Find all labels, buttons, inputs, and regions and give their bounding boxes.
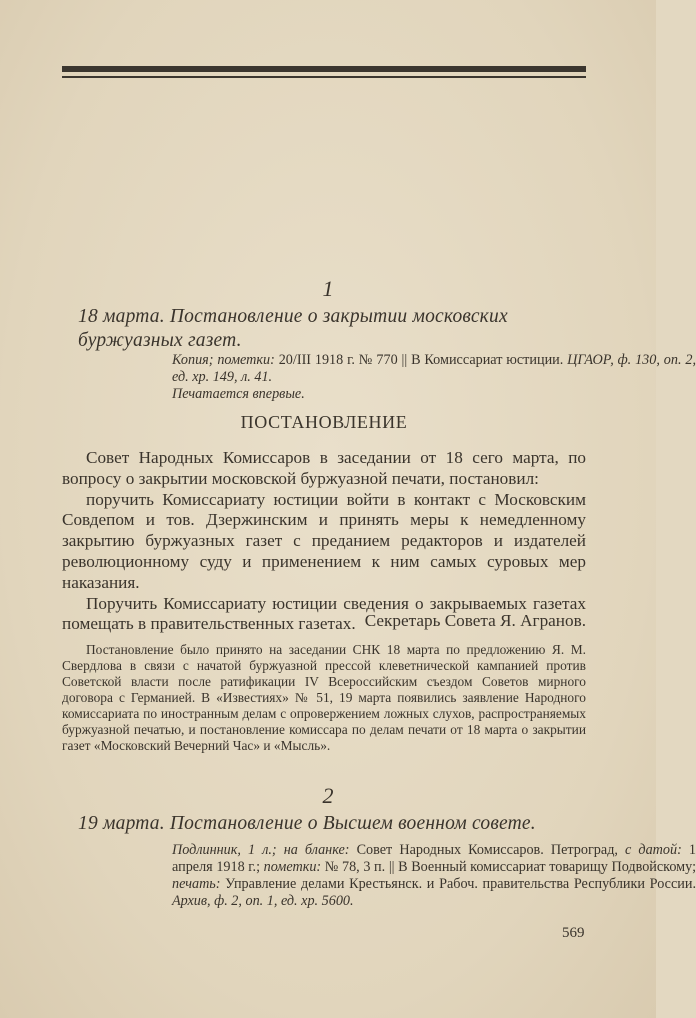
doc1-paragraph-2: поручить Комиссариату юстиции войти в контакт с Московским Совдепом и тов. Дзержинским и принять меры к немедленному закрытию буржуазных газет с преданием редакторов и издателей революционному суду и применением к ним самых суровых мер наказания.: [62, 489, 586, 592]
doc1-archive: ЦГАОР, ф. 130, оп. 2, ед. хр. 149, л. 41.: [172, 352, 696, 385]
doc2-marks-text: № 78, 3 п. || В Военный комиссариат товарищу Подвойскому;: [321, 859, 696, 875]
doc2-seal-text: Управление делами Крестьянск. и Рабоч. правительства Республики России.: [220, 876, 696, 892]
doc1-copy-label: Копия; пометки:: [172, 352, 275, 368]
doc1-paragraph-1: Совет Народных Комиссаров в заседании от 18 сего марта, по вопросу о закрытии московской буржуазной печати, постановил:: [62, 448, 586, 488]
doc1-signature: Секретарь Совета Я. Агранов.: [364, 611, 586, 630]
doc1-source-note: [62, 352, 696, 403]
doc1-body: [62, 448, 586, 635]
doc1-paragraph-3: Поручить Комиссариату юстиции сведения о закрываемых газетах помещать в правительственных газетах.: [62, 593, 586, 634]
doc1-note: Постановление было принято на заседании СНК 18 марта по предложению Я. М. Свердлова в связи с начатой буржуазной прессой клеветнической кампанией против Советской власти после ратификации IV Всероссийским съездом Советов мирного договора с Германией. В «Известиях» № 51, 19 марта появились заявление Народного комиссариата по иностранным делам с опровержением ложных слухов, распространяемых буржуазной печатью, и постановление комиссара по делам печати от 18 марта о закрытии газет «Московский Вечерний Час» и «Мысль».: [62, 642, 586, 753]
doc2-archive: Архив, ф. 2, оп. 1, ед. хр. 5600.: [172, 893, 354, 909]
doc2-date-text: 1 апреля 1918 г.;: [172, 842, 696, 875]
doc2-source-note: [62, 842, 696, 910]
doc2-marks-label: пометки:: [260, 859, 322, 875]
doc1-printed: Печатается впервые.: [172, 386, 305, 402]
doc2-date-label: с датой:: [617, 842, 682, 858]
doc2-orig-label: Подлинник, 1 л.; на бланке:: [172, 842, 350, 858]
page-number: 569: [562, 925, 585, 941]
doc2-orig-text: Совет Народных Комиссаров. Петроград,: [349, 842, 618, 858]
doc1-number: 1: [322, 276, 334, 301]
doc1-heading: 18 марта. Постановление о закрытии московских буржуазных газет.: [78, 306, 508, 351]
header-rule-thin: [62, 76, 586, 78]
doc1-commentary: [62, 642, 586, 754]
doc2-heading: 19 марта. Постановление о Высшем военном совете.: [78, 813, 536, 834]
doc1-title: ПОСТАНОВЛЕНИЕ: [240, 412, 408, 432]
header-rule-thick: [62, 66, 586, 72]
doc2-number: 2: [322, 783, 334, 808]
doc2-seal-label: печать:: [172, 876, 221, 892]
doc1-copy-text: 20/III 1918 г. № 770 || В Комиссариат юстиции.: [274, 352, 564, 368]
